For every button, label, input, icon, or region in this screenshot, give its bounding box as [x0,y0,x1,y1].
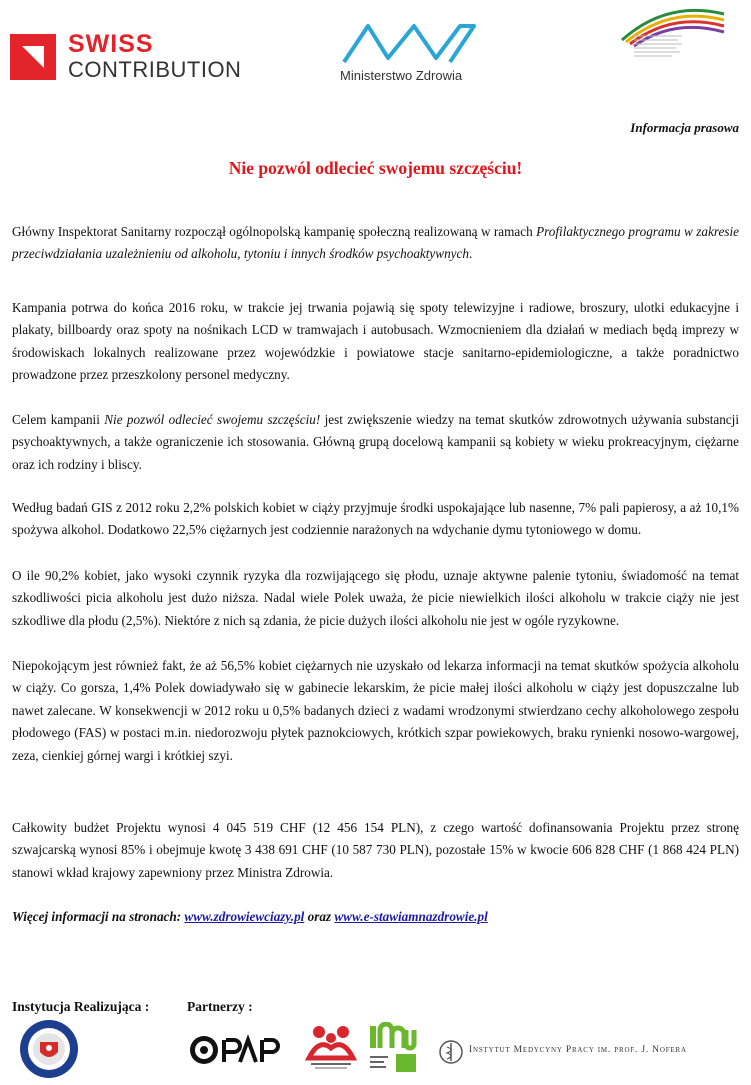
paragraph-concern: Niepokojącym jest również fakt, że aż 56,5% kobiet ciężarnych nie uzyskało od lekarza informacji na temat skutków spożycia alkoholu w ciąży. Co gorsza, 1,4% Polek dowiadywało się w gabinecie lekarskim, że picie małej ilości alkoholu w ciąży jest dopuszczalne lub nawet zalecane. W konsekwencji w 2012 roku u 0,5% badanych dzieci z wadami wrodzonymi stwierdzano cechy alkoholowego zespołu płodowego (FAS) w postaci m.in. niedorozwoju płytek paznokciowych, krótkich szpar powiekowych, braku rynienki nosowo-wargowej, zeza, cienkiej górnej wargi i krótkiej szyi. [12,658,739,763]
press-release-label: Informacja prasowa [630,120,739,135]
swiss-logo-line1: SWISS [68,30,154,58]
gis-seal-logo [18,1018,80,1080]
campaign-name: Nie pozwól odlecieć swojemu szczęściu! [104,412,321,427]
partners-label: Partnerzy : [187,999,253,1014]
nofer-institute-name: Instytut Medycyny Pracy im. prof. J. Nofera [469,1045,687,1055]
rainbow-arc-icon [612,0,732,72]
paragraph-campaign: Kampania potrwa do końca 2016 roku, w trakcie jej trwania pojawią się spoty telewizyjne i radiowe, broszury, ulotki edukacyjne i plakaty, billboardy oraz spoty na nośnikach LCD w tramwajach i autobusach. Wzmocnieniem dla działań w mediach będą imprezy w środowiskach lokalnych realizowane przez wojewódzkie i powiatowe stacje sanitarno-epidemiologiczne, a także poradnictwo prowadzone przez przeszkolony personel medyczny. [12,300,739,383]
paragraph-goal [12,409,739,476]
text-span: jest zwiększenie wiedzy na temat skutków zdrowotnych używania substancji psychoaktywnych, a także ograniczenie ich stosowania. Główną grupą docelową kampanii są kobiety w wieku prokreacyjnym, ciężarne oraz ich rodziny i bliscy. [12,412,739,472]
link-zdrowiewciazy[interactable]: www.zdrowiewciazy.pl [184,909,305,924]
link-e-stawiamnazdrowie[interactable]: www.e-stawiamnazdrowie.pl [334,909,488,924]
paragraph-budget: Całkowity budżet Projektu wynosi 4 045 519 CHF (12 456 154 PLN), z czego wartość dofinansowania Projektu przez stronę szwajcarską wynosi 85% i obejmuje kwotę 3 438 691 CHF (10 587 730 PLN), pozostałe 15% w kwocie 606 828 CHF (1 868 424 PLN) stanowi wkład krajowy zapewniony przez Ministra Zdrowia. [12,820,739,880]
more-info-mid: oraz [304,909,335,924]
institution-label: Instytucja Realizująca : [12,999,150,1014]
caduceus-icon [437,1040,465,1064]
paragraph-intro [12,221,739,266]
text-span: Główny Inspektorat Sanitarny rozpoczął ogólnopolską kampanię społeczną realizowaną w ramach [12,224,537,239]
text-span: Celem kampanii [12,412,105,427]
krajowe-biuro-logo [305,1022,357,1072]
paragraph-awareness: O ile 90,2% kobiet, jako wysoki czynnik ryzyka dla rozwijającego się płodu, uznaje aktywne palenie tytoniu, świadomość na temat szkodliwości picia alkoholu jest dużo niższa. Nadal wiele Polek uważa, że picie niewielkich ilości alkoholu w trakcie ciąży nie jest szkodliwe dla płodu (2,5%). Niektóre z nich są zdania, że picie dużych ilości alkoholu nie jest w ogóle ryzykowne. [12,568,739,628]
more-info [12,909,488,925]
swiss-contribution-logo [10,30,245,86]
swiss-flag-icon [10,34,56,80]
paragraph-statistics: Według badań GIS z 2012 roku 2,2% polskich kobiet w ciąży przyjmuje środki uspokajające lub nasenne, 7% pali papierosy, a aż 10,1% spożywa alkohol. Dodatkowo 22,5% ciężarnych jest codziennie narażonych na wdychanie dymu tytoniowego w domu. [12,500,739,538]
ministry-of-health-logo [338,18,483,90]
program-logo [612,0,732,72]
parpa-logo [188,1032,284,1068]
ministry-name: Ministerstwo Zdrowia [340,68,463,83]
ministry-zigzag-icon [338,18,483,68]
imp-logo [368,1022,418,1074]
program-name: Profilaktycznego programu w zakresie przeciwdziałania uzależnieniu od alkoholu, tytoniu i innych środków psychoaktywnych [12,224,739,262]
more-info-prefix: Więcej informacji na stronach: [12,909,185,924]
text-span: . [468,246,473,262]
swiss-logo-line2: CONTRIBUTION [68,57,242,82]
nofer-institute-logo [437,1040,749,1064]
headline: Nie pozwól odlecieć swojemu szczęściu! [228,158,523,178]
